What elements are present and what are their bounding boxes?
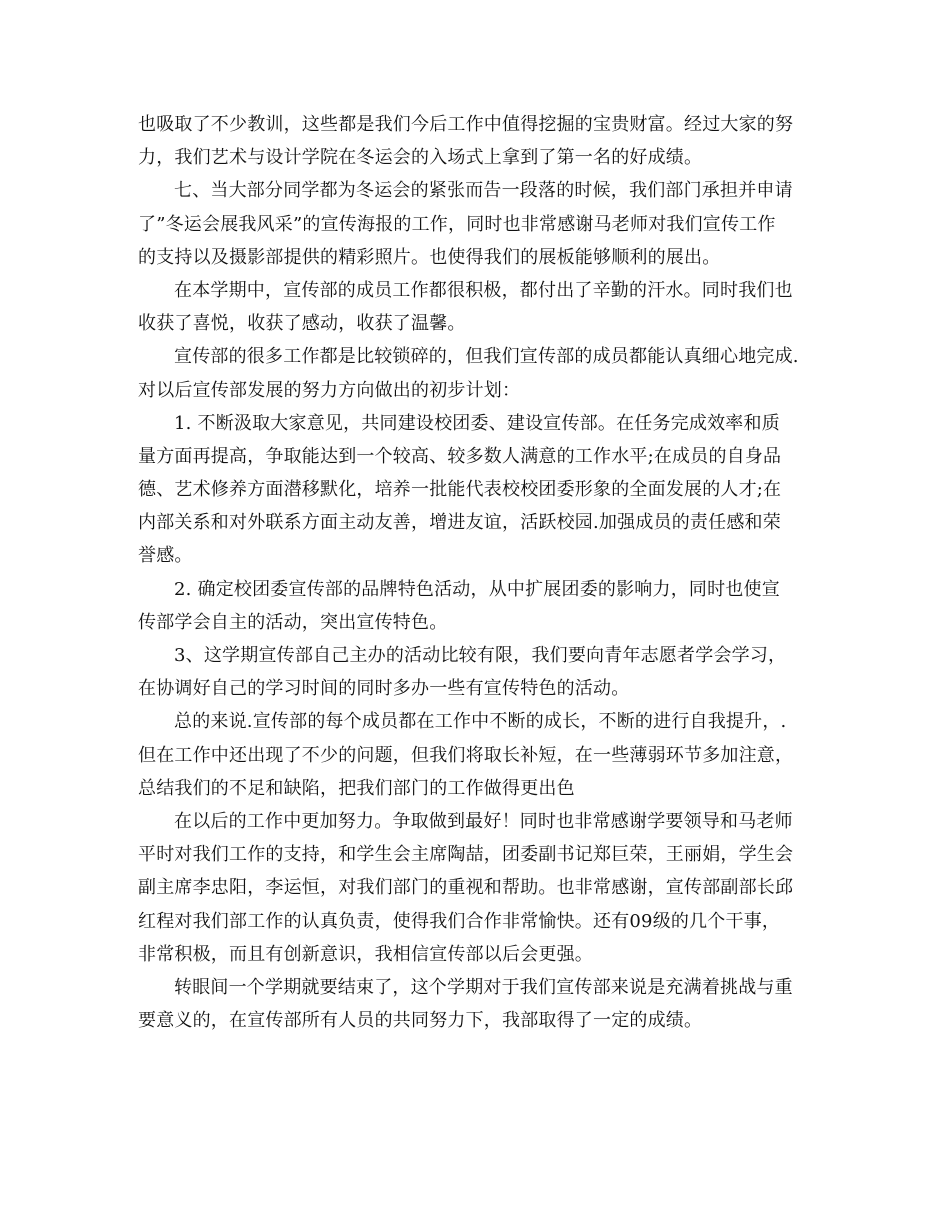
text-line: 力，我们艺术与设计学院在冬运会的入场式上拿到了第一名的好成绩。 <box>138 147 703 169</box>
text-line: 收获了喜悦，收获了感动，收获了温馨。 <box>138 313 466 335</box>
text-line: 在协调好自己的学习时间的同时多办一些有宣传特色的活动。 <box>138 678 630 700</box>
text-line: 3、这学期宣传部自己主办的活动比较有限，我们要向青年志愿者学会学习， <box>174 645 787 666</box>
text-line: 要意义的，在宣传部所有人员的共同努力下，我部取得了一定的成绩。 <box>138 1010 703 1032</box>
text-line: 七、当大部分同学都为冬运会的紧张而告一段落的时候，我们部门承担并申请 <box>174 180 793 202</box>
document-body <box>138 108 818 1037</box>
text-line: 了”冬运会展我风采”的宣传海报的工作，同时也非常感谢马老师对我们宣传工作 <box>138 213 776 235</box>
text-line: 量方面再提高，争取能达到一个较高、较多数人满意的工作水平;在成员的自身品 <box>138 445 782 467</box>
text-line: 但在工作中还出现了不少的问题，但我们将取长补短，在一些薄弱环节多加注意， <box>138 744 794 766</box>
text-line: 德、艺术修养方面潜移默化，培养一批能代表校校团委形象的全面发展的人才;在 <box>138 479 782 501</box>
text-line: 总的来说.宣传部的每个成员都在工作中不断的成长，不断的进行自我提升，. <box>174 711 787 733</box>
text-line: 内部关系和对外联系方面主动友善，增进友谊，活跃校园.加强成员的责任感和荣 <box>138 512 781 534</box>
text-line: 总结我们的不足和缺陷，把我们部门的工作做得更出色 <box>138 777 575 799</box>
text-line: 1. 不断汲取大家意见，共同建设校团委、建设宣传部。在任务完成效率和质 <box>174 412 780 434</box>
text-line: 对以后宣传部发展的努力方向做出的初步计划： <box>138 379 521 401</box>
text-line: 在以后的工作中更加努力。争取做到最好！同时也非常感谢学要领导和马老师 <box>174 810 793 832</box>
text-line: 传部学会自主的活动，突出宣传特色。 <box>138 611 448 633</box>
text-line: 的支持以及摄影部提供的精彩照片。也使得我们的展板能够顺利的展出。 <box>138 246 721 268</box>
text-line: 红程对我们部工作的认真负责，使得我们合作非常愉快。还有09级的几个干事， <box>138 910 781 932</box>
text-line: 2. 确定校团委宣传部的品牌特色活动，从中扩展团委的影响力，同时也使宣 <box>174 578 780 600</box>
text-line: 宣传部的很多工作都是比较锁碎的，但我们宣传部的成员都能认真细心地完成. <box>174 346 799 368</box>
text-line: 平时对我们工作的支持，和学生会主席陶喆，团委副书记郑巨荣，王丽娟，学生会 <box>138 844 794 866</box>
text-line: 转眼间一个学期就要结束了，这个学期对于我们宣传部来说是充满着挑战与重 <box>174 976 793 998</box>
text-line: 非常积极，而且有创新意识，我相信宣传部以后会更强。 <box>138 943 593 965</box>
text-line: 副主席李忠阳，李运恒，对我们部门的重视和帮助。也非常感谢，宣传部副部长邱 <box>138 877 794 899</box>
text-line: 誉感。 <box>138 545 193 567</box>
text-line: 在本学期中，宣传部的成员工作都很积极，都付出了辛勤的汗水。同时我们也 <box>174 279 793 301</box>
text-line: 也吸取了不少教训，这些都是我们今后工作中值得挖掘的宝贵财富。经过大家的努 <box>138 114 794 135</box>
